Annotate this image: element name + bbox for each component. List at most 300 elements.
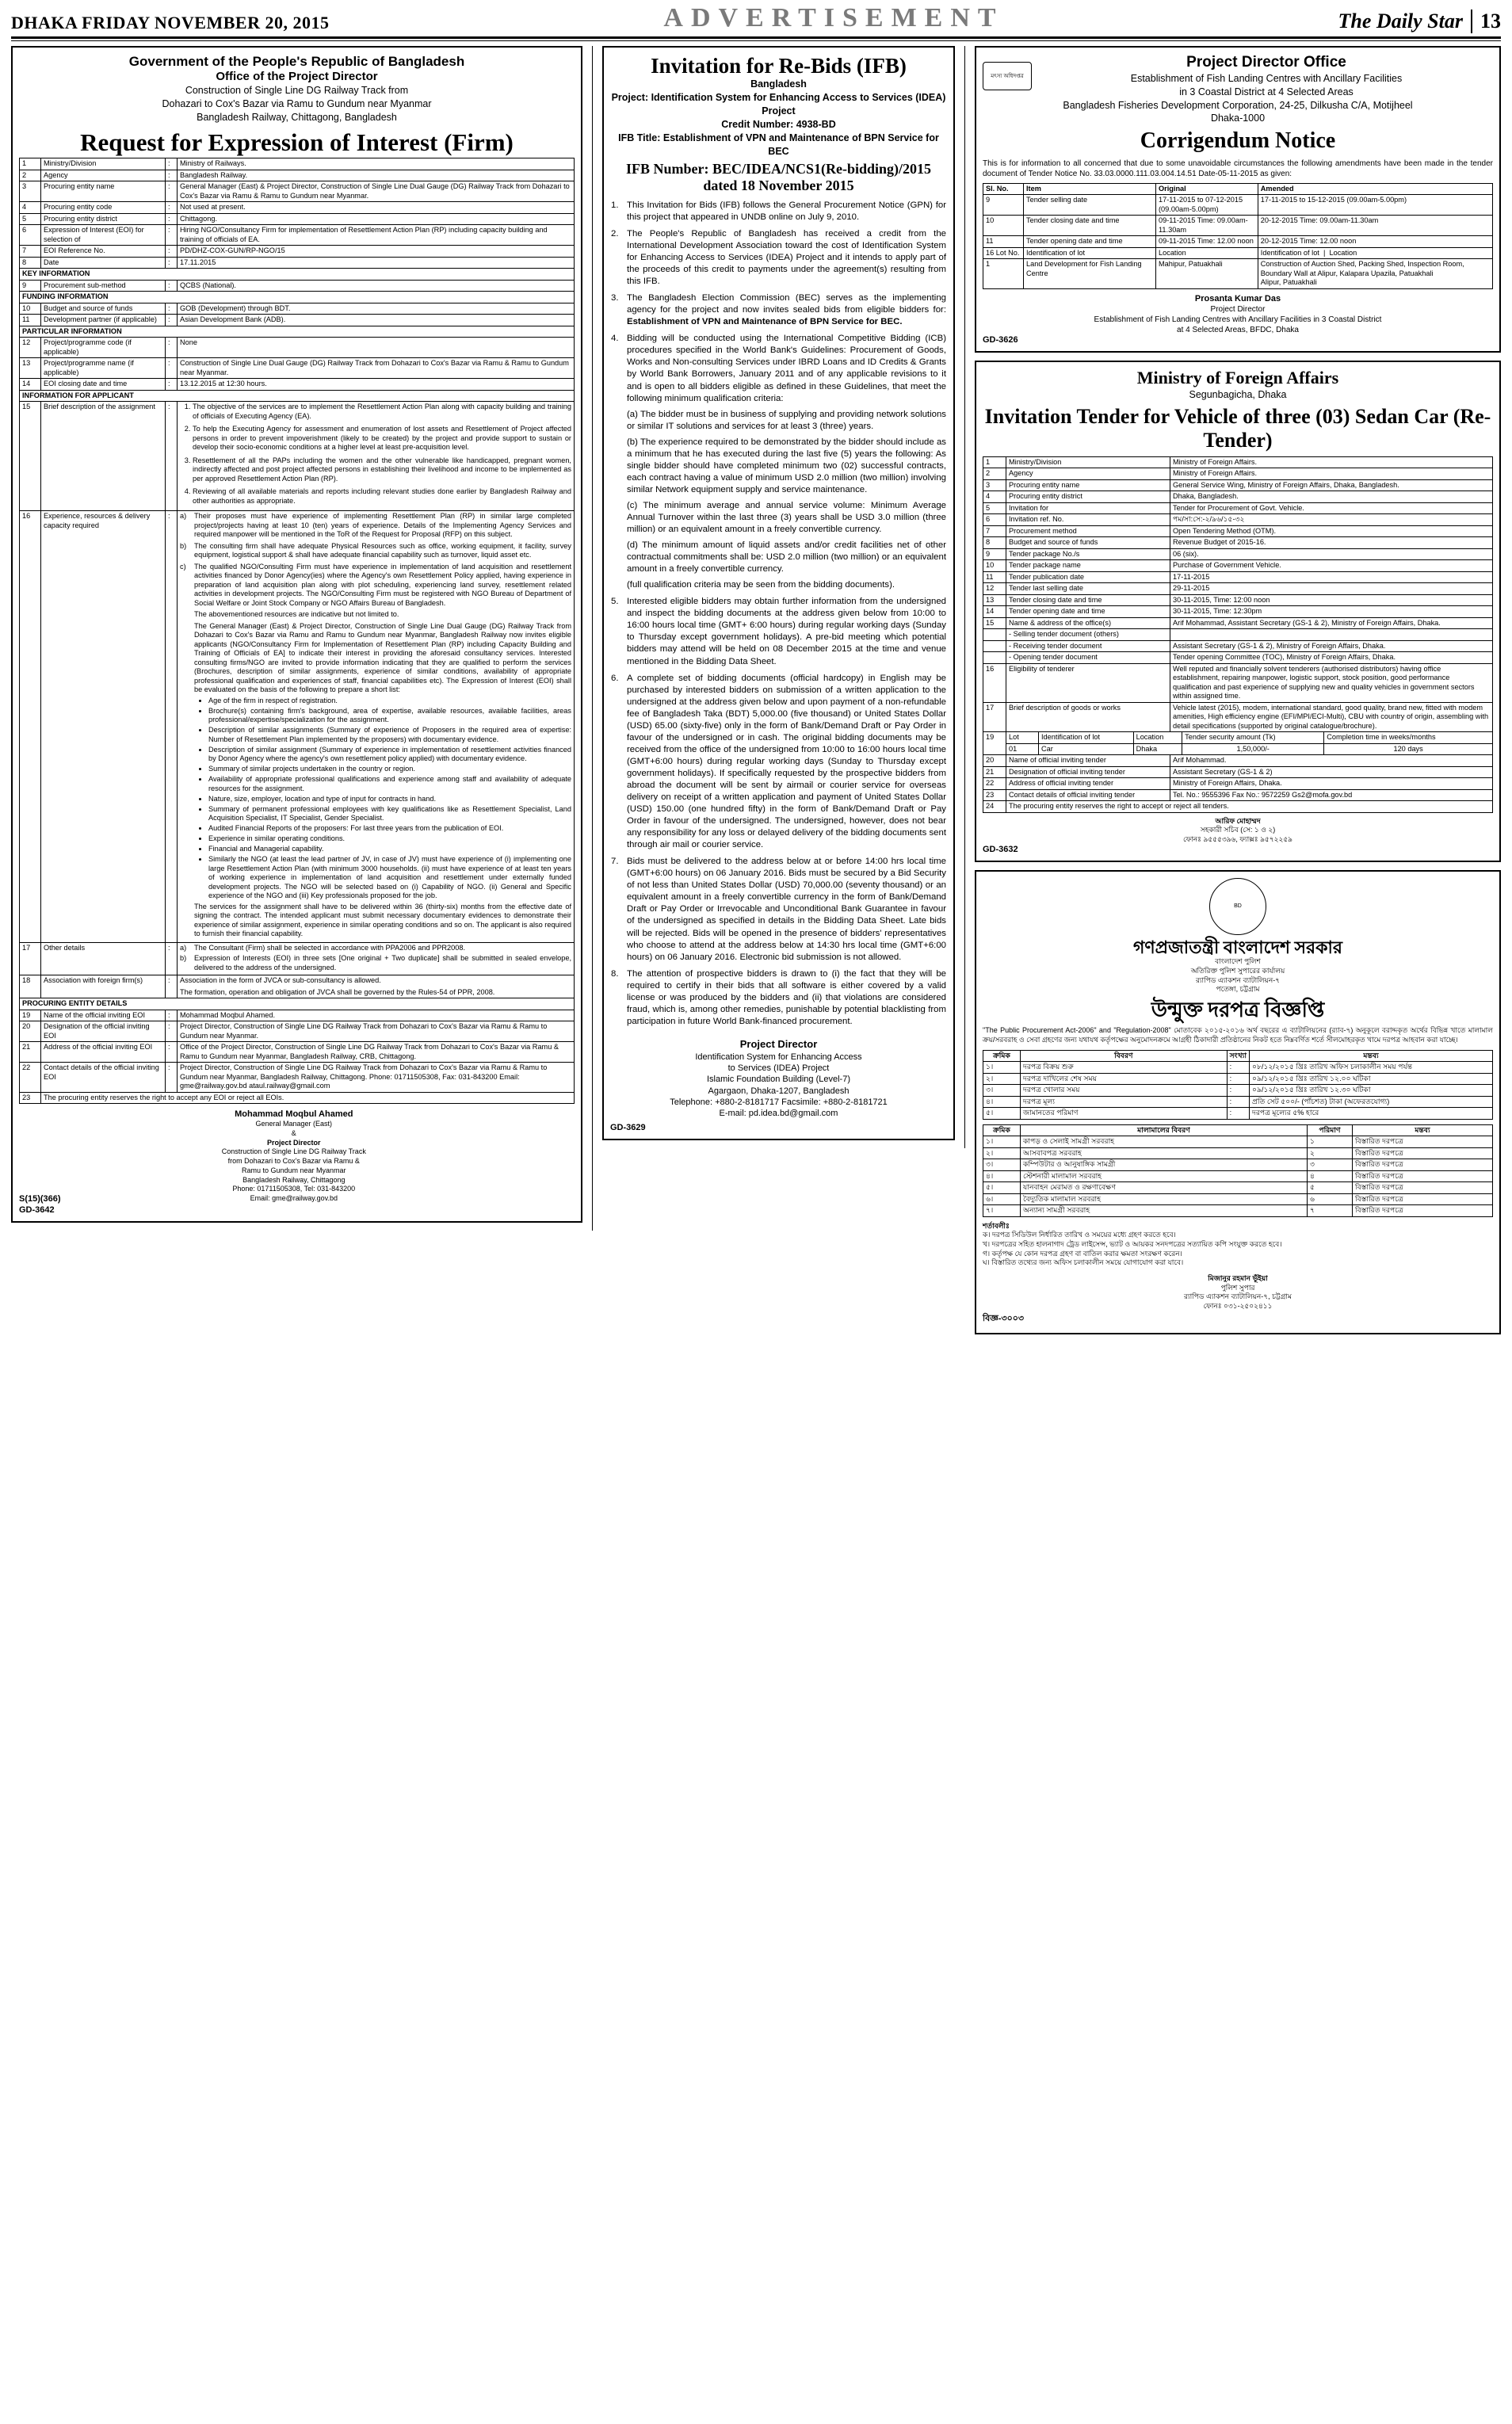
row-no: 1 xyxy=(20,158,41,170)
corrigendum-signature-block xyxy=(983,293,1493,335)
signature-name-bn: আরিফ মোহাম্মদ xyxy=(1215,816,1261,825)
item-text-main: The qualified NGO/Consulting Firm must have experience in implementation of land acquisition and resettlement activities financed by Donor Agency(ies) where the Agency's own Resettlement Policy applied, having experience in preparation of land acquisition plan along with plot scheduling, experiencing land survey, resettlement related activities in development projects. The NGO/Consulting Firm must be registered with NGO Bureau of Department of Social Welfare or Joint Stock Company or NGO Affairs Bureau of Bangladesh. xyxy=(194,562,571,607)
row-label: Project/programme name (if applicable) xyxy=(41,358,166,379)
table-row xyxy=(1006,743,1492,754)
cell-serial: ৩। xyxy=(983,1085,1021,1097)
row-no: 19 xyxy=(20,1010,41,1021)
table-row xyxy=(20,158,575,170)
row-colon: : xyxy=(166,1021,178,1042)
lot-subtable-cell xyxy=(1006,732,1493,755)
table-row xyxy=(983,663,1493,702)
row-value: Assistant Secretary (GS-1 & 2), Ministry of Foreign Affairs, Dhaka. xyxy=(1170,640,1493,652)
table-row xyxy=(983,548,1493,560)
item-letter: a) xyxy=(180,512,187,521)
list-item: 4. Bidding will be conducted using the International Competitive Bidding (ICB) procedures specified in the World Bank's Guidelines: Procurement of Goods, Works and Non-consulting Services under IBRD Loans and ID Credits & Grants by World Bank Borrowers, January 2011 and of any applicable revisions to it and is open to all bidders eligible as defined in these Guidelines, that meet the following minimum qualification criteria: (a) The bidder must be in business of supplying and providing network solutions or similar IT solutions and services for at least 3 (three) years. (b) The experience required to be demonstrated by the bidder should include as a minimum that he has executed during the last five (5) years the following: As single bidder should have completed minimum two (02) successful contracts, each contract having a value of minimum USD 2.0 million (two million) involving similar Network equipment supply and service maintenance. (c) The minimum average and annual service volume: Minimum Average Annual Turnover within the last three (3) years shall be USD 3.0 million (three million) or an equivalent amount in a freely convertible currency. (d) The minimum amount of liquid assets and/or credit facilities net of other contractual commitments shall be: USD 2.0 million (two million) or an equivalent amount in a freely convertible currency. (full qualification criteria may be seen from the bidding documents). xyxy=(610,332,947,595)
table-row xyxy=(20,379,575,391)
table-row xyxy=(983,1096,1493,1108)
row-no: 10 xyxy=(983,560,1006,572)
list-item xyxy=(180,944,571,955)
table-row xyxy=(983,640,1493,652)
row-label: Project/programme code (if applicable) xyxy=(41,338,166,358)
table-row xyxy=(983,456,1493,468)
item-letter: b) xyxy=(180,541,187,550)
cell-quantity: ৩ xyxy=(1308,1159,1353,1171)
col-header-quantity: পরিমাণ xyxy=(1308,1124,1353,1136)
table-row xyxy=(20,202,575,214)
table-row-lot-header xyxy=(983,247,1493,259)
row-label: Brief description of goods or works xyxy=(1006,702,1170,732)
cell-location: Dhaka xyxy=(1133,743,1182,754)
row-value: পম/সা:সে:-২/৯৬/১৫-৩২ xyxy=(1170,514,1493,526)
cell-serial: ৩। xyxy=(983,1159,1021,1171)
cell-original: 09-11-2015 Time: 09.00am-11.30am xyxy=(1156,216,1258,236)
list-item: • Description of similar assignment (Summary of experience in implementation of resettlement activities financed by Donor Agency where the agency's own resettlement policy applied) with documentary evidence. xyxy=(208,746,571,764)
row-value: None xyxy=(178,338,575,358)
signature-name: Mohammad Moqbul Ahamed xyxy=(235,1109,353,1120)
newspaper-logo: The Daily Star xyxy=(1338,10,1463,32)
row-colon: : xyxy=(166,225,178,246)
table-row xyxy=(20,170,575,181)
row-no: 9 xyxy=(983,548,1006,560)
cell-remarks: বিস্তারিত দরপত্রে xyxy=(1353,1159,1493,1171)
table-row xyxy=(983,1147,1493,1159)
row-value: Project Director, Construction of Single Line DG Railway Track from Dohazari to Cox's Bazar via Ramu & Ramu to Gundum near Myanmar. xyxy=(178,1021,575,1042)
row-label: Procuring entity name xyxy=(1006,479,1170,491)
table-row xyxy=(20,358,575,379)
cell-remarks: ০৯/১২/২০১৫ খ্রিঃ তারিখ ১২.৩০ ঘটিকা xyxy=(1250,1085,1493,1097)
row-label: The procuring entity reserves the right to accept or reject all tenders. xyxy=(1006,801,1493,813)
row-no: 14 xyxy=(20,379,41,391)
item-text: Bids must be delivered to the address below at or before 14:00 hrs local time (GMT+6:00 hours) on 06 January 2016. Bids must be secured by a Bid Security of not less than United States Dollar (USD) 70,000.00 (seventy thousand) or an equivalent amount in a freely convertible currency in the form of Bank/Demand Draft or Pay Order or Irrevocable and Unconditional Bank Guarantee in favour of the undersigned as specified in details in the Bidding Data Sheet. Late bids will be rejected. Bids will be opened in the presence of bidders' representatives who choose to attend at the address below at 14:30 hrs local time (GMT+6:00 hours) on 06 January 2016. Electronic bid submission is not allowed. xyxy=(627,857,946,962)
row-label: Agency xyxy=(41,170,166,181)
row-colon: : xyxy=(166,202,178,214)
row-no xyxy=(983,629,1006,641)
item-text: Interested eligible bidders may obtain further information from the undersigned and inspect the bidding documents at the address given below from 10:00 to 16:00 hours local time (GMT+ 6:00 hours) during regular working days (Sunday to Thursday except government holidays). A pre-bid meeting which potential bidders may attend will be held on 08 December 2015 at the time and venue mentioned in the Bidding Data Sheet. xyxy=(627,597,946,666)
row-value: GOB (Development) through BDT. xyxy=(178,303,575,315)
cell-security: 1,50,000/- xyxy=(1182,743,1324,754)
row-value: 06 (six). xyxy=(1170,548,1493,560)
table-row xyxy=(983,1073,1493,1085)
signature-role-5: Ramu to Gundum near Myanmar xyxy=(242,1166,346,1174)
row-label: Procuring entity district xyxy=(41,213,166,225)
item-text-main: Bidding will be conducted using the International Competitive Bidding (ICB) procedures specified in the World Bank's Guidelines: Procurement of Goods, Works and Non-consulting Services under IBRD Loans and ID Credits & Grants by World Bank Borrowers, January 2011 and of any applicable revisions to it and is open to all bidders eligible as defined in these Guidelines, that meet the following minimum qualification criteria: xyxy=(627,334,946,403)
cell-quantity: ৬ xyxy=(1308,1193,1353,1205)
list-item: • Financial and Managerial capability. xyxy=(208,845,571,854)
col-header-tender-security: Tender security amount (Tk) xyxy=(1182,732,1324,743)
row-value: Tender for Procurement of Govt. Vehicle. xyxy=(1170,502,1493,514)
table-row xyxy=(983,1159,1493,1171)
table-row xyxy=(20,181,575,202)
table-row xyxy=(20,338,575,358)
row-no: 11 xyxy=(983,571,1006,583)
column-2 xyxy=(593,46,965,1148)
masthead xyxy=(0,0,1512,35)
list-item: • Similarly the NGO (at least the lead partner of JV, in case of JV) must have experience of (i) implementing one large Resettlement Action Plan (with minimum 3000 households. (ii) must have experience of at least ten years of working experience in implementation of land acquisition and resettlement under externally funded development projects. The NGO will be selected based on (i) Capability of NGO. (ii) General and Specific experience of the NGO and (iii) Key professionals proposed for the job. xyxy=(208,855,571,901)
col-header-amended: Amended xyxy=(1258,183,1492,195)
row-no: 15 xyxy=(20,402,41,511)
government-emblem-icon: BD xyxy=(1209,878,1266,935)
row-label: Tender package No./s xyxy=(1006,548,1170,560)
row-no: 17 xyxy=(20,942,41,975)
cell-quantity: ৪ xyxy=(1308,1170,1353,1182)
cell-item: Tender opening date and time xyxy=(1024,236,1156,248)
table-row xyxy=(983,1193,1493,1205)
row-value: Open Tendering Method (OTM). xyxy=(1170,525,1493,537)
row-value: 29-11-2015 xyxy=(1170,583,1493,595)
row-colon: : xyxy=(166,315,178,326)
cell-amended: 17-11-2015 to 15-12-2015 (09.00am-5.00pm) xyxy=(1258,195,1492,216)
signature-phone: Phone: 01711505308, Tel: 031-843200 xyxy=(232,1185,356,1193)
corrigendum-h3: in 3 Coastal District at 4 Selected Areas xyxy=(1179,86,1354,97)
row-value: Not used at present. xyxy=(178,202,575,214)
table-header-row xyxy=(983,1050,1493,1062)
cell-serial: ৫। xyxy=(983,1182,1021,1194)
table-row xyxy=(983,1182,1493,1194)
table-row xyxy=(983,259,1493,289)
eoi-title: Request for Expression of Interest (Firm) xyxy=(80,128,514,157)
row-label: Procurement sub-method xyxy=(41,280,166,292)
table-row xyxy=(983,755,1493,767)
cell-sl: 11 xyxy=(983,236,1024,248)
list-item: 7. Bids must be delivered to the address below at or before 14:00 hrs local time (GMT+6:00 hours) on 06 January 2016. Bids must be secured by a Bid Security of not less than United States Dollar (USD) 70,000.00 (seventy thousand) or an equivalent amount in a freely convertible currency in the form of Bank/Demand Draft or Pay Order or Irrevocable and Unconditional Bank Guarantee in favour of the undersigned as specified in details in the Bidding Data Sheet. Late bids will be rejected. Bids will be opened in the presence of bidders' representatives who choose to attend at the address below at 14:30 hrs local time (GMT+6:00 hours) on 06 January 2016. Electronic bid submission is not allowed. xyxy=(610,855,947,967)
row-label: Brief description of the assignment xyxy=(41,402,166,511)
mofa-signature-block xyxy=(983,817,1493,845)
row-label: Procuring entity code xyxy=(41,202,166,214)
row-no: 6 xyxy=(983,514,1006,526)
signature-name-bn: মিজানুর রহমান ভূঁইয়া xyxy=(1208,1274,1268,1283)
table-row xyxy=(983,702,1493,732)
cell-item: Tender closing date and time xyxy=(1024,216,1156,236)
row-label: Name of official inviting tender xyxy=(1006,755,1170,767)
item-text xyxy=(194,563,571,941)
signature-email: Email: gme@railway.gov.bd xyxy=(250,1193,338,1202)
item-text: This Invitation for Bids (IFB) follows the General Procurement Notice (GPN) for this project that appeared in UNDB online on July 9, 2010. xyxy=(627,200,946,222)
row-value: Ministry of Railways. xyxy=(178,158,575,170)
row-no: 21 xyxy=(20,1042,41,1063)
cell-description: দরপত্র দাখিলের শেষ সময় xyxy=(1021,1073,1228,1085)
row-no: 16 xyxy=(20,511,41,943)
cell-goods: কম্পিউটার ও আনুষাঙ্গিক সামগ্রী xyxy=(1021,1159,1308,1171)
cell-lot: 01 xyxy=(1006,743,1039,754)
row-value: Asian Development Bank (ADB). xyxy=(178,315,575,326)
table-row xyxy=(20,246,575,258)
row-no: 12 xyxy=(20,338,41,358)
row-value: Vehicle latest (2015), modem, international standard, good quality, brand new, fitted with modem amenities, High efficiency engine (EFI/MPI/ECI-Multi), CBU with country of origin, assembling with detail specifications (supported by original catalogue/brochure). xyxy=(1170,702,1493,732)
list-item: 2. To help the Executing Agency for assessment and enumeration of lost assets and Resettlement of Project affected persons in order to prevent impoverishment (likely to be created) by the project and provide support to sustain or develop their socio-economic conditions at a higher level at least pre-acquisition level. xyxy=(193,425,571,452)
row-no: 16 xyxy=(983,663,1006,702)
row-no: 22 xyxy=(983,778,1006,790)
table-row-item16 xyxy=(20,511,575,943)
row-no xyxy=(983,640,1006,652)
govbn-title-1: গণপ্রজাতন্ত্রী বাংলাদেশ সরকার xyxy=(1132,937,1343,957)
page-number: 13 xyxy=(1471,10,1501,33)
table-row xyxy=(20,1021,575,1042)
col-header-goods: মালামালের বিবরণ xyxy=(1021,1124,1308,1136)
row-no: 15 xyxy=(983,617,1006,629)
experience-sublist xyxy=(180,512,571,941)
cell-colon: : xyxy=(1227,1073,1249,1085)
table-row xyxy=(983,236,1493,248)
row-no: 1 xyxy=(983,456,1006,468)
cell-amended: 20-12-2015 Time: 09.00am-11.30am xyxy=(1258,216,1492,236)
ifb-body xyxy=(610,199,947,1032)
section-procuring-entity-details: PROCURING ENTITY DETAILS xyxy=(20,998,575,1010)
table-row xyxy=(20,280,575,292)
ad-reference-gd-3632: GD-3632 xyxy=(983,844,1018,854)
table-row xyxy=(983,468,1493,480)
cell-remarks: ০৯/১২/২০১৫ খ্রিঃ তারিখ ১২.০০ ঘটিকা xyxy=(1250,1073,1493,1085)
govbn-title-5: পতেঙ্গা, চট্টগ্রাম xyxy=(1216,985,1260,994)
row-label: Other details xyxy=(41,942,166,975)
table-row xyxy=(20,225,575,246)
list-item: 2. The People's Republic of Bangladesh has received a credit from the International Development Association toward the cost of Identification System for Enhancing Access to Services (IDEA) Project and it intends to apply part of the proceeds of this credit to payments under the agreement(s) resulting from this IFB. xyxy=(610,227,947,292)
row-value: Chittagong. xyxy=(178,213,575,225)
item-text: The Consultant (Firm) shall be selected in accordance with PPA2006 and PPR2008. xyxy=(194,943,465,952)
cell-goods: বৈদ্যুতিক মালামাল সরবরাহ xyxy=(1021,1193,1308,1205)
list-item: 8. The attention of prospective bidders is drawn to (i) the fact that they will be required to certify in their bids that all software is either covered by a valid license or was produced by the bidders and (ii) that violations are considered fraud, which is, among other remedies, punishable by potential blacklisting from participation in future World Bank-financed procurement. xyxy=(610,968,947,1032)
row-label: Date xyxy=(41,257,166,269)
row-label: Eligibility of tenderer xyxy=(1006,663,1170,702)
list-item: • Nature, size, employer, location and type of input for contracts in hand. xyxy=(208,795,571,804)
lot-number: 16 xyxy=(986,248,995,257)
cell-serial: ৬। xyxy=(983,1193,1021,1205)
row-label: Designation of the official inviting EOI xyxy=(41,1021,166,1042)
ad-invitation-for-rebids xyxy=(602,46,955,1140)
col-header-original: Original xyxy=(1156,183,1258,195)
conditions-title: শর্তাবলীঃ xyxy=(983,1221,1010,1230)
row-label: EOI closing date and time xyxy=(41,379,166,391)
signature-line-2: at 4 Selected Areas, BFDC, Dhaka xyxy=(1177,325,1299,334)
row-label: Invitation for xyxy=(1006,502,1170,514)
ifb-signature-block xyxy=(610,1038,947,1120)
list-item: • Experience in similar operating conditions. xyxy=(208,834,571,844)
ad-reference-gd-3626: GD-3626 xyxy=(983,334,1018,345)
table-row xyxy=(983,606,1493,618)
row-value xyxy=(178,402,575,511)
row-value: Tender opening Committee (TOC), Ministry of Foreign Affairs, Dhaka. xyxy=(1170,652,1493,664)
cell-goods: যানবাহন মেরামত ও রক্ষণাবেক্ষণ xyxy=(1021,1182,1308,1194)
cell-serial: ১। xyxy=(983,1062,1021,1074)
row-label: Designation of official inviting tender xyxy=(1006,766,1170,778)
signature-role-bn: পুলিশ সুপার xyxy=(1220,1283,1255,1292)
row-colon: : xyxy=(166,181,178,202)
table-row xyxy=(983,195,1493,216)
signature-line-2: to Services (IDEA) Project xyxy=(727,1063,830,1074)
ifb-country: Bangladesh xyxy=(750,78,807,90)
eoi-table xyxy=(19,158,575,1104)
row-label: Tender opening date and time xyxy=(1006,606,1170,618)
row-label: Budget and source of funds xyxy=(41,303,166,315)
row-label: Ministry/Division xyxy=(41,158,166,170)
table-row xyxy=(20,1042,575,1063)
col-header-count: সংখ্যা xyxy=(1227,1050,1249,1062)
row-label: Procurement method xyxy=(1006,525,1170,537)
row-label: - Selling tender document (others) xyxy=(1006,629,1170,641)
signature-line-4: Agargaon, Dhaka-1207, Bangladesh xyxy=(708,1086,850,1096)
table-row xyxy=(983,1170,1493,1182)
row-no: 23 xyxy=(20,1092,41,1104)
signature-role-6: Bangladesh Railway, Chittagong xyxy=(242,1175,346,1184)
row-value: Well reputed and financially solvent tenderers (authorised distributors) having office establishment, repairing manpower, logistic support, stock position, good performance qualification and past experience of supplying new and quality vehicles in government sectors within assigned time. xyxy=(1170,663,1493,702)
row-value: Office of the Project Director, Construction of Single Line DG Railway Track from Dohazari to Cox's Bazar via Ramu & Ramu to Gundum near Myanmar, Bangladesh Railway, CRB, Chittagong. xyxy=(178,1042,575,1063)
ifb-title-line: IFB Title: Establishment of VPN and Maintenance of BPN Service for BEC xyxy=(618,132,939,157)
table-row xyxy=(20,213,575,225)
row-label: - Receiving tender document xyxy=(1006,640,1170,652)
row-no: 2 xyxy=(20,170,41,181)
section-particular-information: PARTICULAR INFORMATION xyxy=(20,326,575,338)
cell-remarks: প্রতি সেট ৫০০/- (পাঁচশত) টাকা (অফেরতযোগ্য) xyxy=(1250,1096,1493,1108)
row-colon: : xyxy=(166,942,178,975)
row-value: QCBS (National). xyxy=(178,280,575,292)
row-no: 20 xyxy=(983,755,1006,767)
row-no: 12 xyxy=(983,583,1006,595)
table-row xyxy=(983,479,1493,491)
cell-description: জামানতের পরিমাণ xyxy=(1021,1108,1228,1120)
col-header-location-left: Location xyxy=(1159,248,1186,257)
cell-identification: Car xyxy=(1039,743,1134,754)
row-value: Ministry of Foreign Affairs. xyxy=(1170,456,1493,468)
contact-details: Tel. No.: 9555396 Fax No.: 9572259 Gs2@mofa.gov.bd xyxy=(1173,790,1353,799)
lot-label: Lot No. xyxy=(995,248,1020,257)
row-no: 23 xyxy=(983,789,1006,801)
table-row xyxy=(20,942,575,975)
column-3 xyxy=(965,46,1501,1342)
section-funding-information: FUNDING INFORMATION xyxy=(20,292,575,303)
col-header-remarks: মন্তব্য xyxy=(1250,1050,1493,1062)
row-label: Contact details of the official inviting EOI xyxy=(41,1063,166,1093)
section-header-row xyxy=(20,269,575,281)
row-label: Expression of Interest (EOI) for selection of xyxy=(41,225,166,246)
col-header-sl: Sl. No. xyxy=(983,183,1024,195)
item-letter: c) xyxy=(180,562,186,571)
ifb-project: Project: Identification System for Enhancing Access to Services (IDEA) Project xyxy=(611,92,946,116)
column-1 xyxy=(11,46,593,1231)
table-row xyxy=(20,975,575,998)
row-no: 22 xyxy=(20,1063,41,1093)
row-label: - Opening tender document xyxy=(1006,652,1170,664)
row-label: Contact details of official inviting tender xyxy=(1006,789,1170,801)
corrigendum-title: Corrigendum Notice xyxy=(1140,128,1336,154)
row-value: Project Director, Construction of Single Line DG Railway Track from Dohazari to Cox's Bazar via Ramu & Ramu to Gundum near Myanmar, Bangladesh Railway, Chittagong. Phone: 01711505308, Fax: 031-843200 Email: gme@railway.gov.bd ataul.railway@gmail.com xyxy=(178,1063,575,1093)
masthead-section-title: ADVERTISEMENT xyxy=(663,3,1004,32)
row-no: 18 xyxy=(20,975,41,998)
table-row xyxy=(983,583,1493,595)
list-item: • Age of the firm in respect of registration. xyxy=(208,697,571,706)
row-colon: : xyxy=(166,257,178,269)
cell-lot-row-no: 1 xyxy=(983,259,1024,289)
list-item: 6. A complete set of bidding documents (official hardcopy) in English may be purchased by interested bidders on submission of a written application to the undersigned at the address given below and upon payment of a non-refundable fee of Bangladesh Taka (BDT) 5,000.00 (five thousand) or United States Dollar (USD) 65.00 (sixty-five) only in the form of Bank/Demand Draft or Pay Order in favour of the undersigned or in cash. The original bidding documents may be received from the office of the undersigned from 10:00 to 16:00 hours local time (GMT+6:00 hours) during regular working days (Sunday to Thursday except government holidays). If specifically requested by the prospective bidders from abroad the document will be sent by airmail or courier service for overseas delivery on receipt of a written application and payment of United States Dollar (USD) 150.00 (one hundred fifty) in the form of Bank/Demand Draft or Pay Order in favour of the undersigned. The undersigned, however, does not bear any responsibility for any loss or delayed delivery of the bidding documents sent through air mail or courier service. xyxy=(610,672,947,856)
row-label: Tender package name xyxy=(1006,560,1170,572)
row-colon: : xyxy=(166,511,178,943)
row-value: Bangladesh Railway. xyxy=(178,170,575,181)
row-label: Tender closing date and time xyxy=(1006,594,1170,606)
signature-amp: & xyxy=(291,1129,296,1138)
govbn-table-1 xyxy=(983,1050,1493,1120)
row-label: Procuring entity name xyxy=(41,181,166,202)
row-value: 17-11-2015 xyxy=(1170,571,1493,583)
table-header-row xyxy=(983,1124,1493,1136)
signature-name: Prosanta Kumar Das xyxy=(1194,293,1281,303)
col-header-lot: Lot xyxy=(1006,732,1039,743)
cell-remarks: বিস্তারিত দরপত্রে xyxy=(1353,1182,1493,1194)
fisheries-logo-label: মৎস্য অধিদপ্তর xyxy=(991,73,1024,79)
cell-right xyxy=(1258,259,1492,289)
table-row xyxy=(983,1205,1493,1217)
row-value: PD/DHZ-COX-GUN/RP-NGO/15 xyxy=(178,246,575,258)
govbn-signature-block xyxy=(983,1274,1493,1311)
row-no: 5 xyxy=(983,502,1006,514)
list-item: • Summary of similar projects undertaken in the country or region. xyxy=(208,765,571,774)
signature-title: Project Director xyxy=(739,1037,818,1050)
ad-rab7-open-tender xyxy=(975,870,1501,1334)
row-value-a: Association in the form of JVCA or sub-consultancy is allowed. xyxy=(180,976,381,985)
row-value: Arif Mohammad, Assistant Secretary (GS-1 & 2), Ministry of Foreign Affairs, Dhaka. xyxy=(1170,617,1493,629)
item-text: The consulting firm shall have adequate Physical Resources such as office, working equipment, it facility, survey equipment, logistical support & shall have adequate financial capability such as turnover, liquid asset etc. xyxy=(194,541,571,559)
row-label: Ministry/Division xyxy=(1006,456,1170,468)
cell-amended: 20-12-2015 Time: 12.00 noon xyxy=(1258,236,1492,248)
corrigendum-h4: Bangladesh Fisheries Development Corporation, 24-25, Dilkusha C/A, Motijheel xyxy=(1063,99,1413,111)
row-no: 13 xyxy=(983,594,1006,606)
eoi-header-5: Bangladesh Railway, Chittagong, Bangladesh xyxy=(197,112,397,124)
row-label: Tender publication date xyxy=(1006,571,1170,583)
item-text: A complete set of bidding documents (official hardcopy) in English may be purchased by interested bidders on submission of a written application to the undersigned at the address given below and upon payment of a non-refundable fee of Bangladesh Taka (BDT) 5,000.00 (five thousand) or United States Dollar (USD) 65.00 (sixty-five) only in the form of Bank/Demand Draft or Pay Order in favour of the undersigned or in cash. The original bidding documents may be received from the office of the undersigned from 10:00 to 16:00 hours local time (GMT+6:00 hours) during regular working days (Sunday to Thursday except government holidays). If specifically requested by the prospective bidders from abroad the document will be sent by airmail or courier service for overseas delivery on receipt of a written application and payment of United States Dollar (USD) 150.00 (one hundred fifty) in the form of Bank/Demand Draft or Pay Order in favour of the undersigned. The undersigned, however, does not bear any responsibility for any loss or delayed delivery of the bidding documents sent through air mail or courier service. xyxy=(627,673,946,850)
row-value: General Manager (East) & Project Director, Construction of Single Line Dual Gauge (DG) Railway Track from Dohazari to Cox's Bazar via Ramu & Ramu to Gundum near Myanmar. xyxy=(178,181,575,202)
row-no: 24 xyxy=(983,801,1006,813)
list-item: • Brochure(s) containing firm's background, area of expertise, available resources, available facilities, areas professional/expertise/specialization for the assignment. xyxy=(208,707,571,725)
signature-role-1: General Manager (East) xyxy=(255,1120,333,1128)
table-row xyxy=(20,1063,575,1093)
item-tail: The services for the assignment shall have to be delivered within 36 (thirty-six) months from the effective date of signing the contract. The intended applicant must submit necessary documentary evidences to demonstrate their experience of similar assignment, experience in similar operating conditions and so on. The applicant is also required to furnish their financial capability. xyxy=(194,902,571,938)
row-value: 30-11-2015, Time: 12:00 noon xyxy=(1170,594,1493,606)
row-colon: : xyxy=(166,213,178,225)
row-label: EOI Reference No. xyxy=(41,246,166,258)
table-row xyxy=(983,766,1493,778)
corrigendum-body: This is for information to all concerned that due to some unavoidable circumstances the following amendments have been made in the tender document of Tender Notice No. 33.03.0000.111.03.004.14.51 Date-05-11-2015 as given: xyxy=(983,158,1493,178)
row-colon: : xyxy=(166,1042,178,1063)
row-no: 2 xyxy=(983,468,1006,480)
ifb-items xyxy=(610,199,947,1032)
row-value: Mohammad Moqbul Ahamed. xyxy=(178,1010,575,1021)
cell-colon: : xyxy=(1227,1108,1249,1120)
col-header-remarks: মন্তব্য xyxy=(1353,1124,1493,1136)
col-header-completion-time: Completion time in weeks/months xyxy=(1324,732,1492,743)
table-row xyxy=(983,1062,1493,1074)
ad-request-for-eoi xyxy=(11,46,582,1223)
eoi-header-1: Government of the People's Republic of Bangladesh xyxy=(128,54,465,69)
row-no: 3 xyxy=(983,479,1006,491)
row-value xyxy=(1170,629,1493,641)
cell-serial: ৪। xyxy=(983,1170,1021,1182)
section-header-row xyxy=(20,326,575,338)
row-no: 8 xyxy=(983,537,1006,549)
table-row-lot xyxy=(983,732,1493,755)
cell-quantity: ৭ xyxy=(1308,1205,1353,1217)
list-item: 1. The objective of the services are to implement the Resettlement Action Plan along with capacity building and training of officials of Executing Agency (EA). xyxy=(193,403,571,421)
list-item: 1. This Invitation for Bids (IFB) follows the General Procurement Notice (GPN) for this project that appeared in UNDB online on July 9, 2010. xyxy=(610,199,947,227)
signature-role-2: Project Director xyxy=(267,1138,321,1147)
mofa-address: Segunbagicha, Dhaka xyxy=(1189,388,1287,400)
row-no: 11 xyxy=(20,315,41,326)
govbn-tender-title: উন্মুক্ত দরপত্র বিজ্ঞপ্তি xyxy=(1151,998,1325,1022)
section-information-for-applicant: INFORMATION FOR APPLICANT xyxy=(20,390,575,402)
condition-item: গ। কর্তৃপক্ষ যে কোন দরপত্র গ্রহণ বা বাতিল করার ক্ষমতা সংরক্ষণ করেন। xyxy=(983,1249,1182,1258)
row-no: 8 xyxy=(20,257,41,269)
cell-serial: ২। xyxy=(983,1147,1021,1159)
row-value: Purchase of Government Vehicle. xyxy=(1170,560,1493,572)
col-header-serial: ক্রমিক xyxy=(983,1050,1021,1062)
list-item: 3. The Bangladesh Election Commission (BEC) serves as the implementing agency for the project and now invites sealed bids from eligible bidders for: Establishment of VPN and Maintenance of BPN Service for BEC. xyxy=(610,292,947,332)
row-value: Ministry of Foreign Affairs. xyxy=(1170,468,1493,480)
